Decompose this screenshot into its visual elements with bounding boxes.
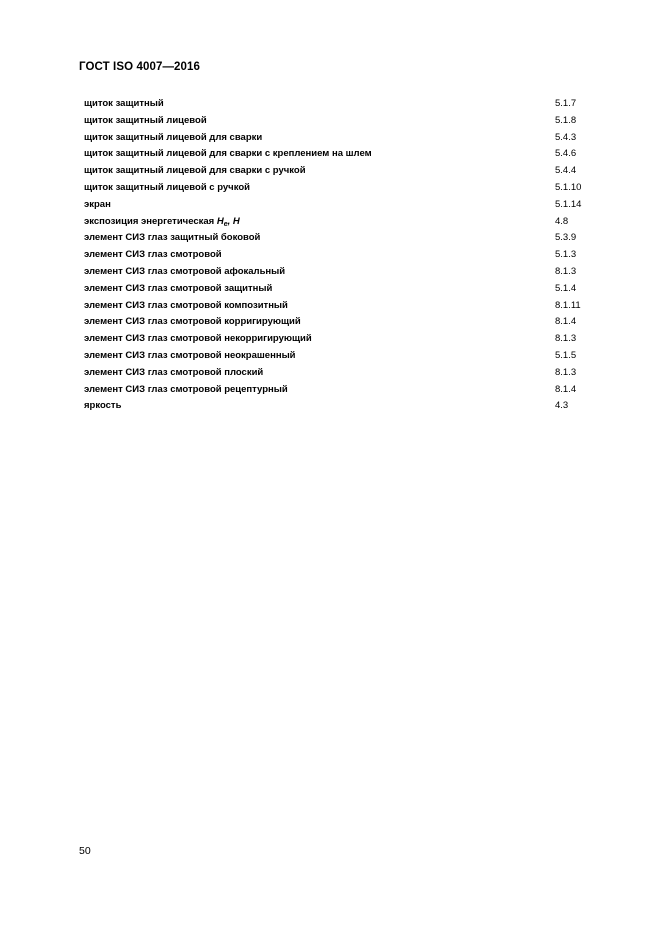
index-reference: 8.1.4 <box>555 316 577 328</box>
index-term: щиток защитный лицевой для сварки <box>84 131 263 143</box>
index-term: элемент СИЗ глаз смотровой композитный <box>84 299 288 311</box>
index-term: элемент СИЗ глаз смотровой защитный <box>84 282 273 294</box>
index-reference: 5.1.3 <box>555 249 577 261</box>
index-entry <box>84 214 584 231</box>
index-reference: 5.3.9 <box>555 232 577 244</box>
document-header: ГОСТ ISO 4007—2016 <box>79 61 201 73</box>
index-entry <box>84 230 584 247</box>
symbol-subscript: e <box>223 220 228 228</box>
index-reference: 8.1.3 <box>555 265 577 277</box>
index-term: щиток защитный лицевой для сварки с креплением на шлем <box>84 148 372 160</box>
symbol-rest: , H <box>227 215 240 227</box>
index-term: элемент СИЗ глаз смотровой рецептурный <box>84 383 288 395</box>
symbol-main: H <box>216 215 224 227</box>
index-term: элемент СИЗ глаз защитный боковой <box>84 232 261 244</box>
index-term-text: экспозиция энергетическая <box>84 215 217 227</box>
index-entry <box>84 398 584 415</box>
index-entry <box>84 314 584 331</box>
index-term: элемент СИЗ глаз смотровой афокальный <box>84 265 286 277</box>
index-reference: 4.8 <box>555 215 569 227</box>
index-term: щиток защитный <box>84 98 164 109</box>
index-entry <box>84 163 584 180</box>
index-entry <box>84 180 584 197</box>
index-reference: 5.1.8 <box>555 114 577 126</box>
index-entry <box>84 281 584 298</box>
index-entry <box>84 264 584 281</box>
index-reference: 5.4.3 <box>555 131 577 143</box>
index-term: щиток защитный лицевой для сварки с ручкой <box>84 165 306 177</box>
index-entry <box>84 298 584 315</box>
index-reference: 5.1.5 <box>555 349 577 361</box>
index-reference: 5.1.10 <box>555 181 582 193</box>
index-reference: 8.1.3 <box>555 366 577 378</box>
index-reference: 4.3 <box>555 400 569 412</box>
index-entry <box>84 365 584 382</box>
index-term: элемент СИЗ глаз смотровой неокрашенный <box>84 349 296 361</box>
index-entry <box>84 113 584 130</box>
index-term: экран <box>84 198 111 210</box>
index-reference: 5.4.4 <box>555 165 577 177</box>
index-entry <box>84 331 584 348</box>
index-reference: 5.4.6 <box>555 148 577 160</box>
index-term-with-symbol <box>84 214 240 231</box>
index-term: элемент СИЗ глаз смотровой <box>84 249 222 261</box>
index-reference: 5.1.14 <box>555 198 582 210</box>
index-entry <box>84 130 584 147</box>
index-entry <box>84 247 584 264</box>
index-entry <box>84 382 584 399</box>
index-reference: 8.1.11 <box>555 299 581 311</box>
index-term: элемент СИЗ глаз смотровой корригирующий <box>84 316 301 328</box>
index-term: элемент СИЗ глаз смотровой некорригирующий <box>84 333 312 345</box>
index-reference: 5.1.7 <box>555 98 577 109</box>
page-number: 50 <box>79 845 91 857</box>
index-term: щиток защитный лицевой с ручкой <box>84 181 250 193</box>
index-reference: 8.1.3 <box>555 333 577 345</box>
index-entry <box>84 348 584 365</box>
index-entry <box>84 146 584 163</box>
index-reference: 8.1.4 <box>555 383 577 395</box>
index-term: яркость <box>84 400 122 412</box>
energy-exposure-symbol <box>217 216 240 227</box>
index-entry <box>84 197 584 214</box>
index-reference: 5.1.4 <box>555 282 577 294</box>
index-term: щиток защитный лицевой <box>84 114 207 126</box>
alphabetical-index <box>84 96 584 415</box>
index-term: элемент СИЗ глаз смотровой плоский <box>84 366 264 378</box>
index-entry <box>84 96 584 113</box>
